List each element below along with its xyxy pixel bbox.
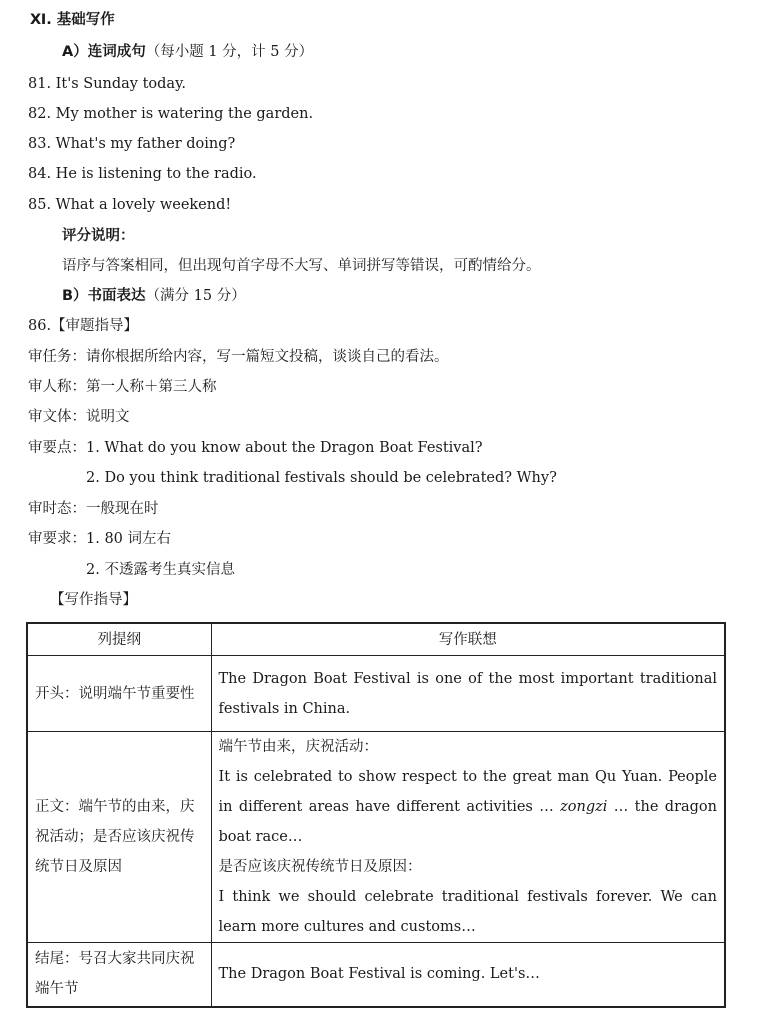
ideas-closing: The Dragon Boat Festival is coming. Let's… <box>211 943 725 1007</box>
answer-82: 82. My mother is watering the garden. <box>28 106 314 122</box>
ideas-body-label-a: 端午节由来，庆祝活动： <box>218 739 378 755</box>
part-b-heading <box>62 286 246 306</box>
task-line: 审任务：请你根据所给内容，写一篇短文投稿，谈谈自己的看法。 <box>28 349 449 365</box>
table-row-opening <box>27 656 725 732</box>
table-row-body <box>27 732 725 943</box>
req-label: 审要求： <box>28 531 86 547</box>
part-a-note: （每小题 1 分，计 5 分） <box>145 44 314 60</box>
point-1: 1. What do you know about the Dragon Boat Festival? <box>86 440 483 456</box>
answer-85: 85. What a lovely weekend! <box>28 197 232 213</box>
writing-guide-table <box>26 622 726 1008</box>
header-ideas: 写作联想 <box>211 623 725 656</box>
outline-opening: 开头：说明端午节重要性 <box>27 656 211 732</box>
part-a-heading <box>62 42 313 62</box>
guide-title: 【写作指导】 <box>50 592 137 608</box>
part-a-title: A）连词成句 <box>62 44 146 60</box>
table-row-closing <box>27 943 725 1007</box>
scoring-title: 评分说明： <box>62 228 135 244</box>
req-2: 2. 不透露考生真实信息 <box>86 562 235 578</box>
tense-line: 审时态：一般现在时 <box>28 501 159 517</box>
part-b-note: （满分 15 分） <box>145 288 246 304</box>
table-header-row <box>27 623 725 656</box>
scoring-text: 语序与答案相同，但出现句首字母不大写、单词拼写等错误，可酌情给分。 <box>62 258 541 274</box>
ideas-body-text-a-em: zongzi <box>560 799 608 815</box>
ideas-body <box>211 732 725 943</box>
req-line-1 <box>28 529 171 549</box>
section-title: Ⅺ. 基础写作 <box>30 12 115 28</box>
point-2: 2. Do you think traditional festivals should be celebrated? Why? <box>86 470 557 486</box>
outline-closing: 结尾：号召大家共同庆祝端午节 <box>27 943 211 1007</box>
answer-81: 81. It's Sunday today. <box>28 76 186 92</box>
ideas-body-text-a-pre: It is celebrated to show respect to the great man Qu Yuan. People in different areas have different activities … <box>218 769 717 815</box>
outline-body: 正文：端午节的由来，庆祝活动；是否应该庆祝传统节日及原因 <box>27 732 211 943</box>
person-line: 审人称：第一人称＋第三人称 <box>28 379 217 395</box>
answer-84: 84. He is listening to the radio. <box>28 166 257 182</box>
ideas-body-text-b: I think we should celebrate traditional festivals forever. We can learn more cultures and customs… <box>218 889 717 935</box>
ideas-body-text-a <box>219 762 718 852</box>
header-outline: 列提纲 <box>27 623 211 656</box>
points-label: 审要点： <box>28 440 86 456</box>
req-1: 1. 80 词左右 <box>86 531 172 547</box>
part-b-title: B）书面表达 <box>62 288 146 304</box>
answer-83: 83. What's my father doing? <box>28 136 236 152</box>
style-line: 审文体：说明文 <box>28 409 130 425</box>
ideas-body-label-b: 是否应该庆祝传统节日及原因： <box>218 859 422 875</box>
points-line-1 <box>28 438 483 458</box>
ideas-opening: The Dragon Boat Festival is one of the most important traditional festivals in China. <box>211 656 725 732</box>
item-86: 86.【审题指导】 <box>28 318 139 334</box>
ideas-body-text-a-post: … the dragon boat race… <box>218 799 717 845</box>
